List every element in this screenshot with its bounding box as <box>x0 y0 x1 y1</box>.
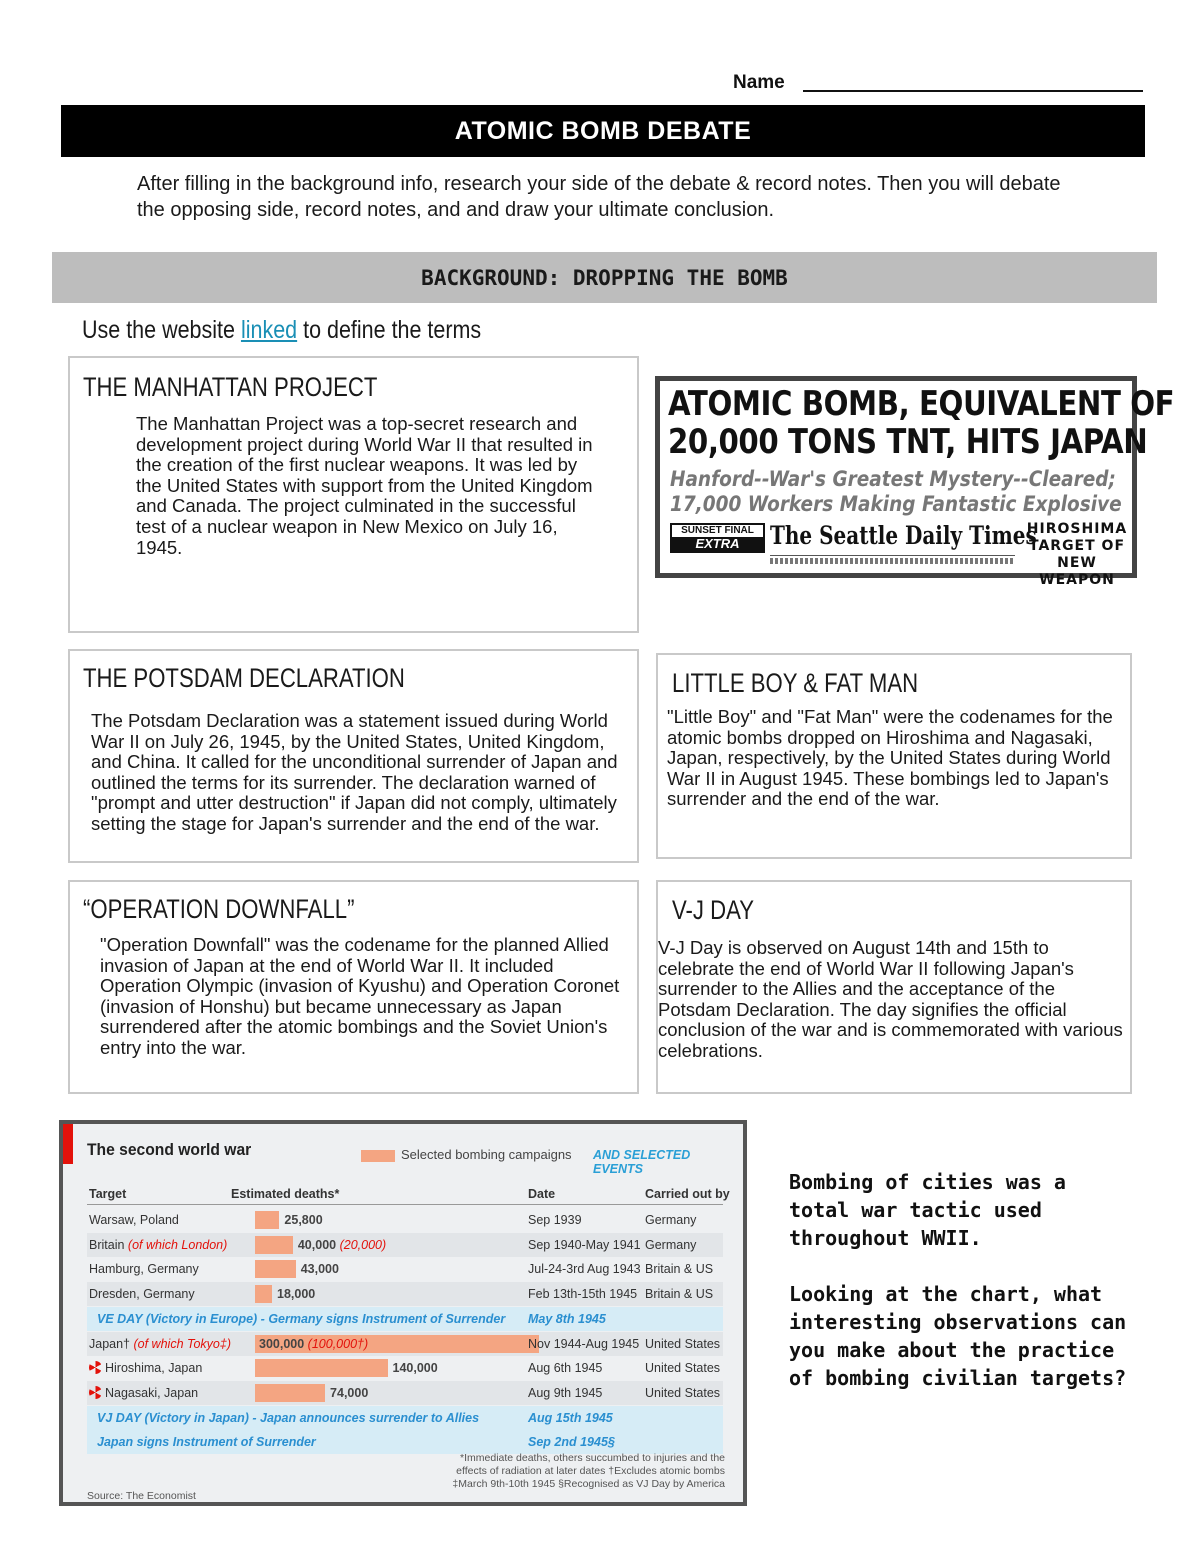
sub-line-2: 17,000 Workers Making Fantastic Explosive <box>670 492 1122 516</box>
deaths-value <box>277 1287 315 1301</box>
manhattan-title: THE MANHATTAN PROJECT <box>83 372 378 402</box>
target-name: Britain <box>89 1237 125 1252</box>
deaths-value <box>259 1337 368 1351</box>
page-title: ATOMIC BOMB DEBATE <box>61 105 1145 157</box>
deaths-label: 18,000 <box>277 1287 316 1302</box>
newspaper-headline <box>668 385 1174 461</box>
target-cell <box>89 1287 195 1301</box>
table-row <box>87 1208 723 1232</box>
footnote-3: ‡March 9th-10th 1945 §Recognised as VJ Day by America <box>452 1478 725 1490</box>
deaths-note: (100,000†) <box>307 1336 369 1351</box>
deaths-bar <box>255 1260 296 1278</box>
col-header-target: Target <box>89 1187 127 1201</box>
target-cell <box>89 1386 198 1400</box>
deaths-label: 25,800 <box>284 1213 323 1227</box>
date-cell: Sep 1940-May 1941 <box>528 1237 641 1252</box>
deaths-bar <box>255 1285 272 1303</box>
newspaper-subheadline <box>670 467 1122 517</box>
side-headline-2: TARGET OF <box>1028 538 1126 554</box>
target-cell <box>89 1262 199 1276</box>
side-prompt-1: Bombing of cities was a total war tactic used throughout WWII. <box>789 1170 1066 1250</box>
deaths-label: 40,000 <box>297 1237 337 1252</box>
use-website-suffix: to define the terms <box>297 316 482 344</box>
radiation-icon <box>89 1361 102 1374</box>
economist-red-tag <box>63 1124 73 1164</box>
downfall-box <box>68 880 639 1094</box>
deaths-bar <box>255 1211 279 1229</box>
event-label: Japan signs Instrument of Surrender <box>97 1435 316 1450</box>
footnote-1: *Immediate deaths, others succumbed to injuries and the <box>460 1452 725 1464</box>
name-field[interactable] <box>803 90 1143 92</box>
col-header-date: Date <box>528 1187 556 1201</box>
chart-title: The second world war <box>87 1140 252 1159</box>
radiation-icon <box>89 1386 102 1399</box>
downfall-title: “OPERATION DOWNFALL” <box>83 894 355 924</box>
newspaper-image <box>655 376 1175 588</box>
sub-line-1: Hanford--War's Greatest Mystery--Cleared; <box>670 467 1116 491</box>
deaths-value <box>298 1238 386 1252</box>
paper-masthead: The Seattle Daily Times <box>770 521 1037 550</box>
use-website-prefix: Use the website <box>82 316 241 344</box>
littleboy-title: LITTLE BOY & FAT MAN <box>672 668 919 698</box>
legend-swatch <box>361 1150 395 1162</box>
deaths-label: 43,000 <box>300 1262 339 1277</box>
downfall-text[interactable]: "Operation Downfall" was the codename for the planned Allied invasion of Japan at the end of World War II. It included Operation Olympic (invasion of Kyushu) and Operation Coronet (invasion of Honshu) but became unnecessary as Japan surrendered after the atomic bombings and the Soviet Union's entry into the war. <box>100 934 620 1058</box>
target-name: Dresden, Germany <box>89 1287 195 1302</box>
date-cell: Sep 2nd 1945§ <box>528 1435 615 1450</box>
deaths-bar <box>255 1359 388 1377</box>
date-cell: Aug 6th 1945 <box>528 1361 603 1376</box>
date-cell: Feb 13th-15th 1945 <box>528 1287 638 1302</box>
manhattan-text[interactable]: The Manhattan Project was a top-secret research and development project during World War II that resulted in the creation of the first nuclear weapons. It was led by the United States with support from the United Kingdom and Canada. The project culminated in the successful test of a nuclear weapon in New Mexico on July 16, 1945. <box>136 413 593 558</box>
deaths-value <box>330 1386 368 1400</box>
footnote-2: effects of radiation at later dates †Excludes atomic bombs <box>456 1465 725 1477</box>
date-cell: Nov 1944-Aug 1945 <box>528 1336 640 1351</box>
deaths-value <box>301 1262 339 1276</box>
legend-label: Selected bombing campaigns <box>401 1147 572 1162</box>
masthead-fineprint <box>770 558 1015 564</box>
table-row <box>87 1282 723 1306</box>
carried-out-by-cell: Germany <box>645 1237 697 1252</box>
section-header: BACKGROUND: DROPPING THE BOMB <box>52 252 1157 303</box>
edition-extra: EXTRA <box>672 537 763 551</box>
event-row <box>87 1406 723 1430</box>
date-cell: Jul-24-3rd Aug 1943 <box>528 1262 641 1277</box>
date-cell: Aug 9th 1945 <box>528 1385 603 1400</box>
deaths-label: 74,000 <box>330 1385 369 1400</box>
side-headline-1: HIROSHIMA <box>1026 521 1128 537</box>
target-name: Hiroshima, Japan <box>105 1361 203 1376</box>
date-cell: May 8th 1945 <box>528 1311 606 1326</box>
potsdam-text[interactable]: The Potsdam Declaration was a statement issued during World War II on July 26, 1945, by the United States, United Kingdom, and China. It called for the unconditional surrender of Japan and outlined the terms for its surrender. The declaration warned of "prompt and utter destruction" if Japan did not comply, ultimately setting the stage for Japan's surrender and the end of the war. <box>91 710 618 834</box>
target-cell <box>89 1361 202 1375</box>
table-row <box>87 1356 723 1380</box>
edition-badge <box>670 523 765 553</box>
deaths-bar <box>255 1236 293 1254</box>
legend-events-label: AND SELECTED EVENTS <box>593 1148 691 1176</box>
vjday-title: V-J DAY <box>672 895 755 925</box>
deaths-bar <box>255 1384 325 1402</box>
event-row <box>87 1307 723 1331</box>
use-website-line <box>82 316 481 345</box>
table-row <box>87 1381 723 1405</box>
chart-source: Source: The Economist <box>87 1490 196 1502</box>
side-headline-3: NEW WEAPON <box>1039 555 1115 588</box>
table-row <box>87 1257 723 1281</box>
target-name: Japan† <box>89 1336 131 1351</box>
target-name: Warsaw, Poland <box>89 1213 179 1227</box>
potsdam-title: THE POTSDAM DECLARATION <box>83 663 405 693</box>
event-label: VE DAY (Victory in Europe) - Germany signs Instrument of Surrender <box>97 1311 506 1326</box>
table-row <box>87 1332 723 1356</box>
manhattan-box <box>68 356 639 633</box>
deaths-label: 140,000 <box>392 1361 438 1376</box>
event-row <box>87 1430 723 1454</box>
carried-out-by-cell: Britain & US <box>645 1287 714 1302</box>
newspaper-side-headline <box>1024 521 1130 589</box>
chart-footnotes <box>435 1452 725 1491</box>
col-header-deaths: Estimated deaths* <box>231 1187 340 1201</box>
target-name: Hamburg, Germany <box>89 1262 199 1277</box>
target-note: (of which Tokyo‡) <box>133 1336 231 1351</box>
bombing-chart <box>59 1120 747 1506</box>
target-cell <box>89 1213 179 1227</box>
edition-label: SUNSET FINAL <box>681 525 754 536</box>
date-cell: Aug 15th 1945 <box>528 1410 613 1425</box>
headline-line-1: ATOMIC BOMB, EQUIVALENT OF <box>668 384 1175 424</box>
vjday-box <box>656 880 1132 1094</box>
carried-out-by-cell: United States <box>645 1361 721 1376</box>
instructions-text: After filling in the background info, research your side of the debate & record notes. Then you will debate the opposing side, record notes, and and draw your ultimate conclusion. <box>137 173 1061 221</box>
target-cell <box>89 1238 227 1252</box>
date-cell: Sep 1939 <box>528 1213 582 1227</box>
deaths-value <box>393 1361 438 1375</box>
deaths-label: 300,000 <box>259 1336 305 1351</box>
littleboy-text[interactable]: "Little Boy" and "Fat Man" were the codenames for the atomic bombs dropped on Hiroshima and Nagasaki, Japan, respectively, by the United States during World War II in August 1945. These bombings led to Japan's surrender and the end of the war. <box>667 706 1113 810</box>
col-header-by: Carried out by <box>645 1187 730 1201</box>
side-prompt <box>789 1168 1134 1392</box>
carried-out-by-cell: Britain & US <box>645 1262 714 1277</box>
event-label: VJ DAY (Victory in Japan) - Japan announces surrender to Allies <box>97 1410 480 1425</box>
littleboy-box <box>656 653 1132 859</box>
website-link[interactable]: linked <box>240 316 298 344</box>
side-prompt-2: Looking at the chart, what interesting observations can you make about the practice of bombing civilian targets? <box>789 1282 1127 1390</box>
target-cell <box>89 1337 231 1351</box>
deaths-note: (20,000) <box>339 1237 387 1252</box>
name-label: Name <box>733 72 785 93</box>
deaths-value <box>284 1213 322 1227</box>
target-note: (of which London) <box>127 1237 228 1252</box>
carried-out-by-cell: United States <box>645 1336 721 1351</box>
headline-line-2: 20,000 TONS TNT, HITS JAPAN <box>668 422 1148 462</box>
carried-out-by-cell: Germany <box>645 1213 697 1227</box>
table-row <box>87 1233 723 1257</box>
carried-out-by-cell: United States <box>645 1385 721 1400</box>
target-name: Nagasaki, Japan <box>105 1385 199 1400</box>
potsdam-box <box>68 649 639 863</box>
vjday-text[interactable]: V-J Day is observed on August 14th and 15th to celebrate the end of World War II following Japan's surrender to the Allies and the acceptance of the Potsdam Declaration. The day signifies the official conclusion of the war and is commemorated with various celebrations. <box>658 937 1123 1061</box>
